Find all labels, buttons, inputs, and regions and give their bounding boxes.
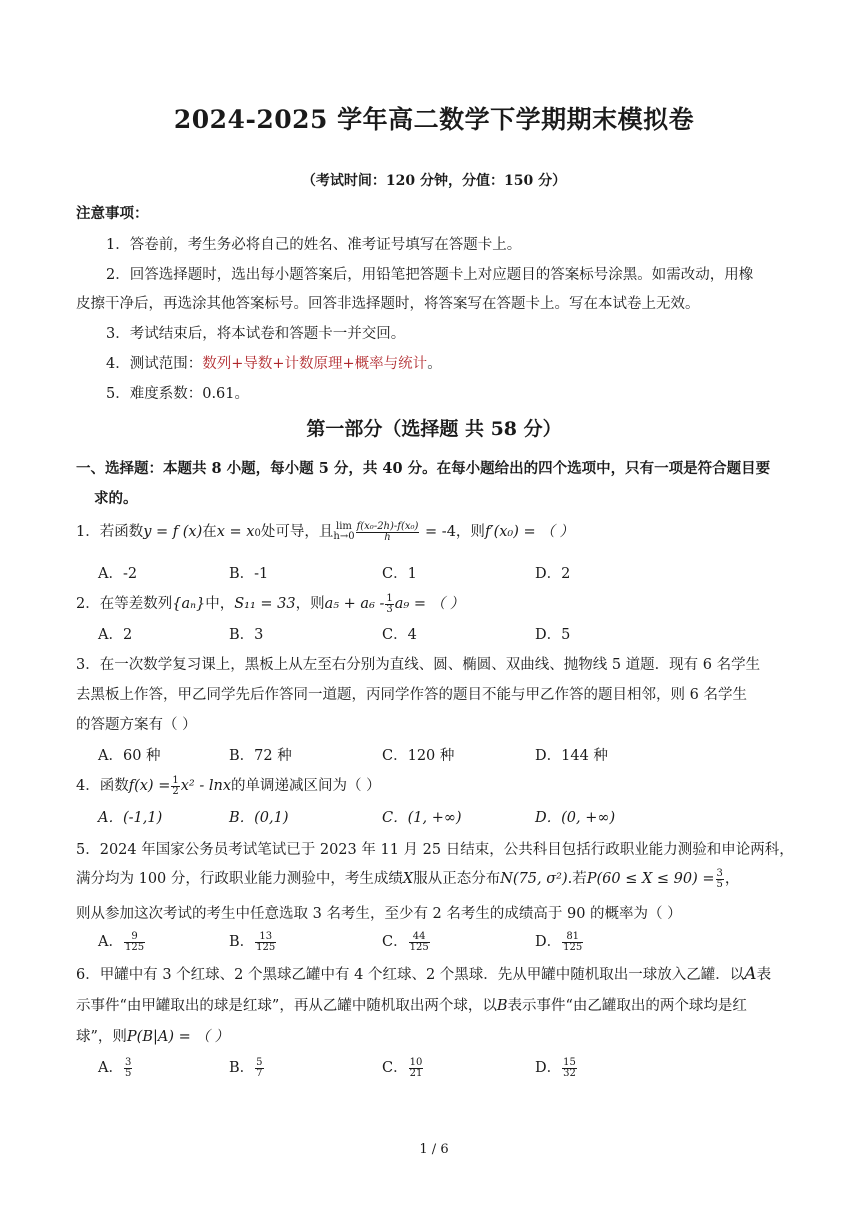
- q1-option-b[interactable]: B．-1: [229, 566, 269, 582]
- q6-2a: 示事件“由甲罐取出的球是红球”，再从乙罐中随机取出两个球，以: [76, 998, 497, 1014]
- q6-2c: 表示事件“由乙罐取出的两个球均是红: [507, 998, 747, 1014]
- q5-option-a[interactable]: [98, 930, 146, 953]
- q5-b-frac: [255, 932, 276, 953]
- page-number: 1 / 6: [419, 1142, 449, 1157]
- test-range: 数列+导数+计数原理+概率与统计: [202, 356, 428, 372]
- q5-2b: X: [402, 871, 414, 887]
- q5-2a: 满分均为 100 分，行政职业能力测验中，考生成绩: [76, 871, 403, 887]
- q5-line-1: 5．2024 年国家公务员考试笔试已于 2023 年 11 月 25 日结束，公共科目包括行政职业能力测验和申论两科，: [76, 842, 794, 858]
- q5-2c: 服从正态分布: [413, 871, 501, 887]
- q6-line-2: [76, 994, 747, 1015]
- q6-d-n: 15: [563, 1056, 576, 1068]
- q1-part-f: = -4，则: [425, 524, 485, 540]
- q5-option-c[interactable]: [382, 930, 431, 953]
- notice-item-1: 1．答卷前，考生务必将自己的姓名、准考证号填写在答题卡上。: [106, 237, 522, 253]
- q1-part-c: 在: [202, 524, 217, 540]
- q1-part-e: 处可导，且: [260, 524, 334, 540]
- q4-frac-n: 1: [172, 774, 179, 786]
- q6-option-a[interactable]: [98, 1056, 133, 1079]
- q3-option-b[interactable]: B．72 种: [229, 748, 292, 764]
- lim-sub: h→0: [333, 531, 355, 542]
- q6-1b: A: [744, 964, 757, 984]
- q2-option-a[interactable]: A．2: [98, 627, 133, 643]
- q3-line-3: 的答题方案有（ ）: [76, 717, 197, 733]
- q1-part-a: 1．若函数: [76, 524, 144, 540]
- q5-2e: .若: [567, 871, 587, 887]
- notice-item-5: 5．难度系数：0.61。: [106, 386, 250, 402]
- question-2: [76, 592, 464, 615]
- notice-heading: 注意事项：: [76, 205, 149, 222]
- question-1: 1．若函数y = f (x)在x = x0处可导，且 lim h→0 $\frac{\text{f(x₀-2h)-f(x₀)}}{h}$ = -4，则f′(x₀) = （ ）: [76, 520, 574, 543]
- q6-c-label: C．: [382, 1060, 408, 1076]
- q5-2d: N(75, σ²): [500, 871, 568, 887]
- q3-option-a[interactable]: A．60 种: [98, 748, 161, 764]
- notice-item-2: 2．回答选择题时，选出每小题答案后，用铅笔把答题卡上对应题目的答案标号涂黑。如需改动，用橡: [106, 267, 754, 283]
- q6-option-b[interactable]: [229, 1056, 265, 1079]
- q3-option-d[interactable]: D．144 种: [535, 748, 608, 764]
- q1-fraction: [356, 522, 420, 543]
- q4-d: 的单调递减区间为（ ）: [231, 778, 381, 794]
- q1-option-d[interactable]: D．2: [535, 566, 571, 582]
- notice-item-4-suffix: 。: [427, 356, 442, 372]
- notice-item-4-prefix: 4．测试范围：: [106, 356, 203, 372]
- notice-item-2-cont: 皮擦干净后，再选涂其他答案标号。回答非选择题时，将答案写在答题卡上。写在本试卷上无效。: [76, 296, 700, 312]
- q6-1c: 表: [756, 967, 772, 983]
- q5-a-n: 9: [124, 932, 145, 943]
- q5-line-2: [76, 867, 739, 890]
- q3-option-c[interactable]: C．120 种: [382, 748, 455, 764]
- q5-b-label: B．: [229, 934, 255, 950]
- q6-d-d: 32: [563, 1067, 576, 1079]
- q2-d: S₁₁ = 33: [234, 596, 296, 612]
- q1-numerator: f(x₀-2h)-f(x₀): [356, 520, 419, 532]
- part1-intro-1: 一、选择题：本题共 8 小题，每小题 5 分，共 40 分。在每小题给出的四个选项中，只有一项是符合题目要: [76, 460, 771, 477]
- q6-3b: P(B|A) = （ ）: [126, 1029, 229, 1045]
- q6-line-3: [76, 1025, 229, 1046]
- q3-line-1: 3．在一次数学复习课上，黑板上从左至右分别为直线、圆、椭圆、双曲线、抛物线 5 道题．现有 6 名学生: [76, 657, 761, 673]
- page-title: 2024-2025 学年高二数学下学期期末模拟卷: [173, 105, 695, 134]
- q6-c-frac: [409, 1058, 424, 1079]
- section-title: 第一部分（选择题 共 58 分）: [306, 418, 562, 440]
- q2-g: a₉ = （ ）: [394, 596, 465, 612]
- q2-a: 2．在等差数列: [76, 596, 173, 612]
- q5-c-label: C．: [382, 934, 408, 950]
- exam-info: （考试时间：120 分钟，分值：150 分）: [301, 173, 567, 189]
- notice-item-4: [106, 352, 442, 373]
- q6-b-d: 7: [256, 1067, 263, 1079]
- q4-option-a[interactable]: A．(-1,1): [98, 810, 163, 826]
- q6-1a: 6．甲罐中有 3 个红球、2 个黑球乙罐中有 4 个红球、2 个黑球．先从甲罐中随机取出一球放入乙罐．以: [76, 967, 745, 983]
- q6-a-d: 5: [124, 1067, 132, 1079]
- q2-e: ，则: [295, 596, 325, 612]
- q2-option-d[interactable]: D．5: [535, 627, 571, 643]
- q5-option-d[interactable]: [535, 930, 584, 953]
- q4-option-b[interactable]: B．(0,1): [229, 810, 289, 826]
- q5-a-frac: [124, 932, 145, 953]
- q1-denominator: h: [384, 531, 391, 543]
- q6-c-n: 10: [409, 1056, 423, 1068]
- q6-a-label: A．: [98, 1060, 123, 1076]
- q5-fraction: [716, 869, 724, 890]
- q5-line-3: 则从参加这次考试的考生中任意选取 3 名考生，至少有 2 名考生的成绩高于 90 的概率为（ ）: [76, 906, 682, 922]
- q1-option-a[interactable]: A．-2: [98, 566, 138, 582]
- q5-2f: P(60 ≤ X ≤ 90) =: [586, 871, 715, 887]
- q5-d-frac: [562, 932, 583, 953]
- q6-2b: B: [496, 998, 508, 1014]
- q2-f: a₅ + a₆ -: [324, 596, 385, 612]
- q5-c-frac: [409, 932, 430, 953]
- q1-func: y = f (x): [143, 524, 203, 540]
- q5-b-n: 13: [255, 932, 276, 943]
- q6-3a: 球”，则: [76, 1029, 127, 1045]
- q4-c: x² - lnx: [180, 778, 231, 794]
- q2-c: 中，: [205, 596, 235, 612]
- q2-frac-d: 3: [386, 603, 393, 615]
- q4-frac-d: 2: [172, 785, 179, 797]
- q5-d-label: D．: [535, 934, 562, 950]
- q2-option-c[interactable]: C．4: [382, 627, 417, 643]
- q4-a: 4．函数: [76, 778, 129, 794]
- q5-frac-n: 3: [716, 867, 723, 879]
- q5-frac-d: 5: [716, 878, 723, 890]
- question-4: [76, 774, 381, 797]
- q1-limit: [333, 522, 354, 542]
- part1-intro-2: 求的。: [94, 490, 138, 507]
- q5-d-d: 125: [563, 941, 583, 953]
- q6-b-label: B．: [229, 1060, 255, 1076]
- q6-d-label: D．: [535, 1060, 562, 1076]
- q6-a-frac: [124, 1058, 132, 1079]
- q4-option-d[interactable]: D．(0, +∞): [535, 810, 616, 826]
- q6-line-1: [76, 963, 771, 984]
- notice-item-3: 3．考试结束后，将本试卷和答题卡一并交回。: [106, 326, 406, 342]
- q4-fraction: [171, 776, 179, 797]
- q6-a-n: 3: [124, 1056, 132, 1068]
- q5-c-n: 44: [409, 932, 430, 943]
- q5-option-b[interactable]: [229, 930, 277, 953]
- q6-b-frac: [255, 1058, 263, 1079]
- q2-option-b[interactable]: B．3: [229, 627, 264, 643]
- q1-part-g: f′(x₀) = （ ）: [484, 524, 574, 540]
- q3-line-2: 去黑板上作答，甲乙同学先后作答同一道题，丙同学作答的题目不能与甲乙作答的题目相邻，则 6 名学生: [76, 687, 747, 703]
- q6-d-frac: [562, 1058, 577, 1079]
- q5-a-d: 125: [124, 941, 145, 953]
- q2-fraction: [385, 594, 393, 615]
- q2-frac-n: 1: [386, 592, 393, 604]
- q5-d-n: 81: [562, 932, 583, 943]
- q6-c-d: 21: [409, 1067, 423, 1079]
- lim-label: lim: [336, 521, 352, 532]
- q5-2g: ，: [724, 871, 740, 887]
- q6-b-n: 5: [256, 1056, 263, 1068]
- q6-option-d[interactable]: [535, 1056, 578, 1079]
- q1-var: x = x: [216, 524, 255, 540]
- q5-b-d: 125: [256, 941, 276, 953]
- q5-c-d: 125: [409, 941, 429, 953]
- q1-option-c[interactable]: C．1: [382, 566, 417, 582]
- q4-option-c[interactable]: C．(1, +∞): [382, 810, 462, 826]
- q2-b: {aₙ}: [172, 596, 206, 612]
- q5-a-label: A．: [98, 934, 123, 950]
- q4-b: f(x) =: [128, 778, 171, 794]
- q6-option-c[interactable]: [382, 1056, 424, 1079]
